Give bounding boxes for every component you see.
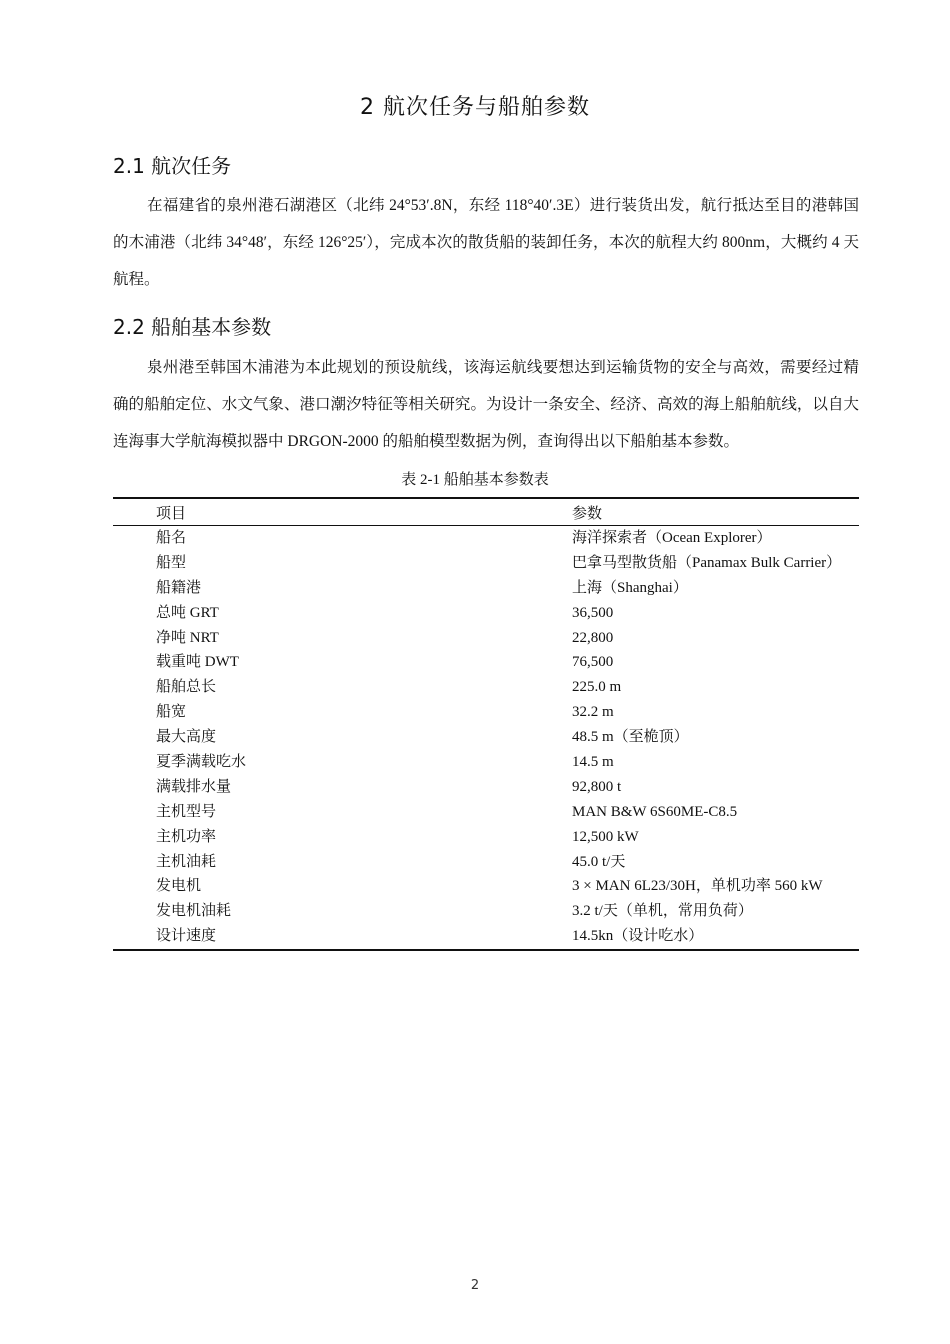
row-item-cell: 船宽 — [156, 704, 187, 721]
row-value-cell: 92,800 t — [572, 778, 622, 795]
table-caption: 表 2-1 船舶基本参数表 — [401, 472, 549, 488]
row-item-cell: 总吨 GRT — [156, 604, 219, 621]
voyage-task-paragraph: 在福建省的泉州港石湖港区（北纬 24°53′.8N，东经 118°40′.3E）进行装货出发，航行抵达至目的港韩国的木浦港（北纬 34°48′，东经 126°25′），完成本次的散货船的装卸任务，本次的航程大约 800nm，大概约 4 天航程。 — [113, 197, 859, 288]
row-item-cell: 设计速度 — [156, 928, 217, 945]
table-row — [113, 601, 859, 626]
row-value-cell: 3.2 t/天（单机，常用负荷） — [572, 903, 753, 920]
section-heading-voyage-task: 2.1 航次任务 — [113, 154, 232, 178]
row-item-cell: 主机功率 — [156, 828, 217, 845]
row-item-cell: 主机型号 — [156, 803, 217, 820]
table-row — [113, 924, 859, 950]
row-item-cell: 船籍港 — [156, 579, 202, 596]
row-item-cell: 船型 — [156, 554, 187, 571]
row-value-cell: 225.0 m — [572, 679, 622, 696]
table-body — [113, 526, 859, 951]
table-row — [113, 700, 859, 725]
row-value-cell: 48.5 m（至桅顶） — [572, 729, 689, 746]
table-row — [113, 825, 859, 850]
table-row — [113, 850, 859, 875]
row-item-cell: 发电机油耗 — [156, 903, 232, 920]
row-item-cell: 载重吨 DWT — [156, 654, 239, 671]
row-item-cell: 夏季满载吃水 — [156, 753, 247, 770]
row-item-cell: 主机油耗 — [156, 853, 217, 870]
row-value-cell: 45.0 t/天 — [572, 853, 626, 870]
header-parameter: 参数 — [572, 505, 603, 522]
row-item-cell: 船舶总长 — [156, 679, 217, 696]
row-item-cell: 发电机 — [156, 878, 202, 895]
ship-parameters-paragraph: 泉州港至韩国木浦港为本此规划的预设航线，该海运航线要想达到运输货物的安全与高效，需要经过精确的船舶定位、水文气象、港口潮汐特征等相关研究。为设计一条安全、经济、高效的海上船舶航线，以自大连海事大学航海模拟器中 DRGON-2000 的船舶模型数据为例，查询得出以下船舶基本参数。 — [113, 359, 859, 450]
table-row — [113, 874, 859, 899]
row-value-cell: 14.5kn（设计吃水） — [572, 928, 704, 945]
row-value-cell: 14.5 m — [572, 753, 614, 770]
table-row — [113, 899, 859, 924]
row-value-cell: 22,800 — [572, 629, 614, 646]
row-value-cell: 上海（Shanghai） — [572, 579, 688, 596]
row-value-cell: 36,500 — [572, 604, 614, 621]
row-value-cell: 海洋探索者（Ocean Explorer） — [572, 529, 772, 546]
row-value-cell: 巴拿马型散货船（Panamax Bulk Carrier） — [572, 554, 842, 571]
chapter-title: 2 航次任务与船舶参数 — [360, 95, 590, 120]
row-item-cell: 净吨 NRT — [156, 629, 219, 646]
row-value-cell: 3 × MAN 6L23/30H，单机功率 560 kW — [572, 878, 823, 895]
row-item-cell: 船名 — [156, 529, 187, 546]
table-row — [113, 650, 859, 675]
table-row — [113, 675, 859, 700]
row-item-cell: 最大高度 — [156, 729, 217, 746]
section-heading-ship-parameters: 2.2 船舶基本参数 — [113, 315, 272, 339]
table-row — [113, 626, 859, 651]
table-row — [113, 526, 859, 551]
table-row — [113, 551, 859, 576]
table-row — [113, 800, 859, 825]
header-item: 项目 — [156, 505, 187, 522]
row-value-cell: 76,500 — [572, 654, 614, 671]
row-item-cell: 满载排水量 — [156, 778, 232, 795]
table-header-row — [113, 498, 859, 526]
row-value-cell: 32.2 m — [572, 704, 614, 721]
row-value-cell: 12,500 kW — [572, 828, 639, 845]
table-row — [113, 750, 859, 775]
table-row — [113, 725, 859, 750]
ship-parameters-table — [113, 497, 859, 951]
page-number: 2 — [470, 1278, 480, 1293]
table-row — [113, 775, 859, 800]
table-row — [113, 576, 859, 601]
row-value-cell: MAN B&W 6S60ME-C8.5 — [572, 803, 738, 820]
